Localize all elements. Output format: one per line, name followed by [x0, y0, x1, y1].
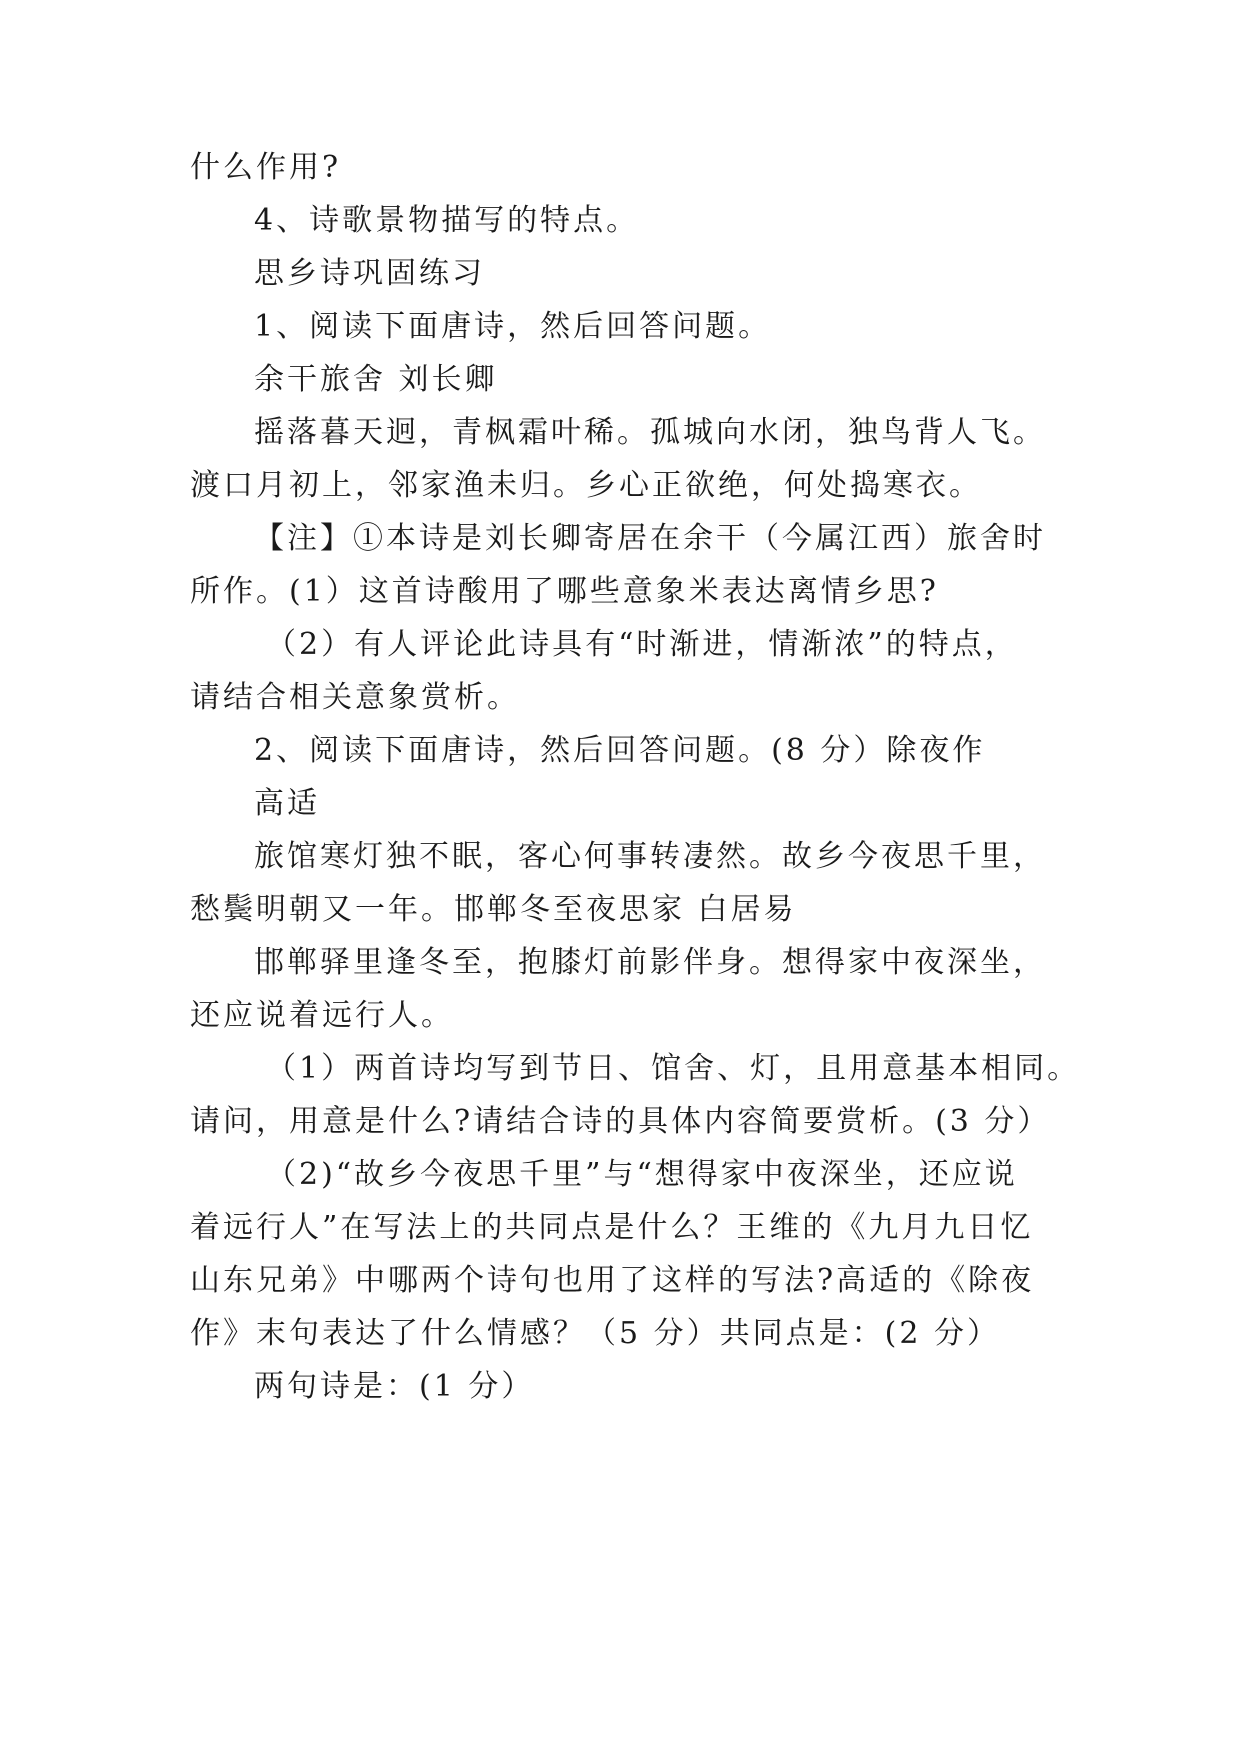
note-line: 所作。(1）这首诗酸用了哪些意象米表达离情乡思?	[190, 574, 939, 609]
poem-author: 高适	[254, 786, 320, 821]
sub-question: 请结合相关意象赏析。	[190, 680, 520, 715]
sub-question: 山东兄弟》中哪两个诗句也用了这样的写法?高适的《除夜	[190, 1263, 1035, 1298]
poem-title: 余干旅舍 刘长卿	[254, 362, 498, 397]
poem-line: 愁鬓明朝又一年。邯郸冬至夜思家 白居易	[190, 892, 797, 927]
text-line: 什么作用?	[190, 150, 342, 185]
answer-prompt: 两句诗是：(1 分）	[254, 1369, 535, 1404]
note-line: 【注】①本诗是刘长卿寄居在余干（今属江西）旅舍时	[254, 521, 1046, 556]
sub-question: 着远行人”在写法上的共同点是什么？王维的《九月九日忆	[190, 1210, 1034, 1245]
sub-question: 作》末句表达了什么情感？（5 分）共同点是：(2 分）	[190, 1316, 1000, 1351]
poem-line: 摇落暮天迥，青枫霜叶稀。孤城向水闭，独鸟背人飞。	[254, 415, 1046, 450]
poem-line: 渡口月初上，邻家渔未归。乡心正欲绝，何处捣寒衣。	[190, 468, 982, 503]
sub-question: （2）有人评论此诗具有“时渐进，情渐浓”的特点，	[266, 627, 1018, 662]
sub-question: 请问，用意是什么?请结合诗的具体内容简要赏析。(3 分）	[190, 1104, 1051, 1139]
sub-question: （1）两首诗均写到节日、馆舍、灯，且用意基本相同。	[266, 1051, 1081, 1086]
sub-question: （2)“故乡今夜思千里”与“想得家中夜深坐，还应说	[266, 1157, 1018, 1192]
poem-line: 还应说着远行人。	[190, 998, 454, 1033]
poem-line: 邯郸驿里逢冬至，抱膝灯前影伴身。想得家中夜深坐，	[254, 945, 1046, 980]
question-2: 2、阅读下面唐诗，然后回答问题。(8 分）除夜作	[254, 733, 986, 768]
section-heading: 思乡诗巩固练习	[254, 256, 485, 291]
poem-line: 旅馆寒灯独不眠，客心何事转凄然。故乡今夜思千里，	[254, 839, 1046, 874]
question-1: 1、阅读下面唐诗，然后回答问题。	[254, 309, 772, 344]
text-line: 4、诗歌景物描写的特点。	[254, 203, 640, 238]
